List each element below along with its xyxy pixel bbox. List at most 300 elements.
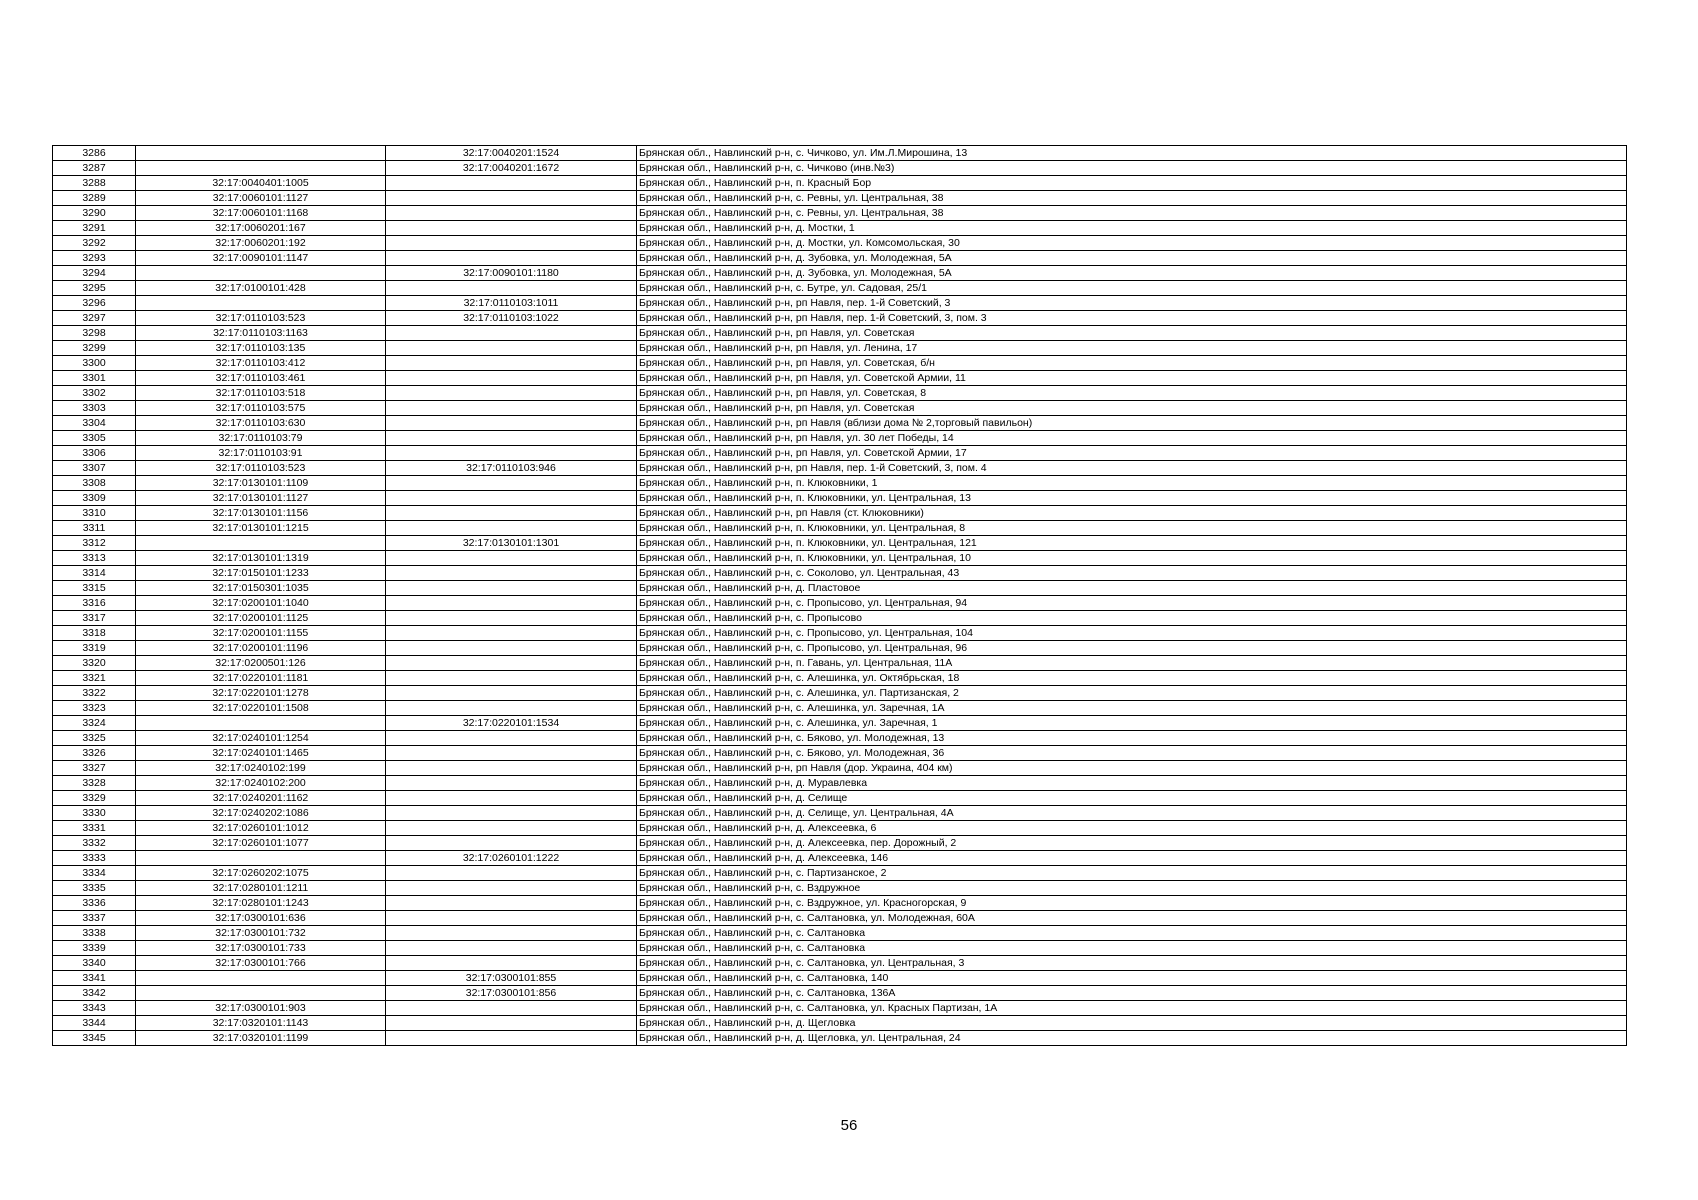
object-cadastral-number-cell [386,356,637,371]
table-row [53,191,1627,206]
cadastral-number-cell: 32:17:0110103:135 [136,341,386,356]
object-cadastral-number-cell [386,551,637,566]
row-number-cell: 3334 [53,866,136,881]
object-cadastral-number-cell [386,191,637,206]
row-number-cell: 3345 [53,1031,136,1046]
table-row [53,806,1627,821]
object-cadastral-number-cell [386,926,637,941]
cadastral-number-cell: 32:17:0320101:1143 [136,1016,386,1031]
row-number-cell: 3312 [53,536,136,551]
cadastral-number-cell: 32:17:0280101:1243 [136,896,386,911]
row-number-cell: 3286 [53,146,136,161]
table-row [53,656,1627,671]
object-cadastral-number-cell [386,596,637,611]
object-cadastral-number-cell [386,746,637,761]
table-row [53,221,1627,236]
address-cell: Брянская обл., Навлинский р-н, д. Алексеевка, 6 [637,821,1627,836]
address-cell: Брянская обл., Навлинский р-н, с. Салтановка [637,941,1627,956]
table-row [53,521,1627,536]
cadastral-number-cell: 32:17:0300101:766 [136,956,386,971]
table-row [53,266,1627,281]
table-row [53,491,1627,506]
object-cadastral-number-cell [386,236,637,251]
cadastral-number-cell: 32:17:0110103:523 [136,461,386,476]
object-cadastral-number-cell: 32:17:0040201:1524 [386,146,637,161]
address-cell: Брянская обл., Навлинский р-н, с. Чичково, ул. Им.Л.Мирошина, 13 [637,146,1627,161]
object-cadastral-number-cell [386,431,637,446]
table-row [53,416,1627,431]
row-number-cell: 3341 [53,971,136,986]
object-cadastral-number-cell [386,881,637,896]
object-cadastral-number-cell [386,221,637,236]
address-cell: Брянская обл., Навлинский р-н, с. Пропысово, ул. Центральная, 104 [637,626,1627,641]
cadastral-number-cell: 32:17:0300101:732 [136,926,386,941]
object-cadastral-number-cell [386,581,637,596]
cadastral-number-cell: 32:17:0060201:167 [136,221,386,236]
object-cadastral-number-cell: 32:17:0300101:855 [386,971,637,986]
row-number-cell: 3307 [53,461,136,476]
object-cadastral-number-cell [386,401,637,416]
table-row [53,566,1627,581]
address-cell: Брянская обл., Навлинский р-н, с. Бутре, ул. Садовая, 25/1 [637,281,1627,296]
object-cadastral-number-cell [386,281,637,296]
row-number-cell: 3308 [53,476,136,491]
table-row [53,611,1627,626]
table-row [53,236,1627,251]
address-cell: Брянская обл., Навлинский р-н, д. Щегловка [637,1016,1627,1031]
table-row [53,476,1627,491]
cadastral-number-cell: 32:17:0110103:79 [136,431,386,446]
table-row [53,956,1627,971]
cadastral-number-cell: 32:17:0220101:1508 [136,701,386,716]
address-cell: Брянская обл., Навлинский р-н, с. Чичково (инв.№3) [637,161,1627,176]
table-row [53,731,1627,746]
address-cell: Брянская обл., Навлинский р-н, рп Навля, пер. 1-й Советский, 3, пом. 3 [637,311,1627,326]
address-cell: Брянская обл., Навлинский р-н, рп Навля, пер. 1-й Советский, 3, пом. 4 [637,461,1627,476]
address-cell: Брянская обл., Навлинский р-н, д. Селище [637,791,1627,806]
table-row [53,791,1627,806]
cadastral-number-cell: 32:17:0220101:1181 [136,671,386,686]
object-cadastral-number-cell: 32:17:0090101:1180 [386,266,637,281]
row-number-cell: 3306 [53,446,136,461]
row-number-cell: 3298 [53,326,136,341]
address-cell: Брянская обл., Навлинский р-н, рп Навля (дор. Украина, 404 км) [637,761,1627,776]
cadastral-number-cell: 32:17:0240102:199 [136,761,386,776]
row-number-cell: 3326 [53,746,136,761]
row-number-cell: 3318 [53,626,136,641]
cadastral-number-cell: 32:17:0060201:192 [136,236,386,251]
object-cadastral-number-cell: 32:17:0130101:1301 [386,536,637,551]
address-cell: Брянская обл., Навлинский р-н, с. Салтановка, 136А [637,986,1627,1001]
cadastral-number-cell [136,536,386,551]
row-number-cell: 3333 [53,851,136,866]
address-cell: Брянская обл., Навлинский р-н, д. Мостки, 1 [637,221,1627,236]
row-number-cell: 3344 [53,1016,136,1031]
row-number-cell: 3293 [53,251,136,266]
cadastral-number-cell: 32:17:0240201:1162 [136,791,386,806]
address-cell: Брянская обл., Навлинский р-н, д. Селище, ул. Центральная, 4А [637,806,1627,821]
address-cell: Брянская обл., Навлинский р-н, д. Зубовка, ул. Молодежная, 5А [637,251,1627,266]
table-row [53,776,1627,791]
address-cell: Брянская обл., Навлинский р-н, с. Ревны, ул. Центральная, 38 [637,191,1627,206]
address-cell: Брянская обл., Навлинский р-н, с. Ревны, ул. Центральная, 38 [637,206,1627,221]
table-row [53,581,1627,596]
object-cadastral-number-cell [386,341,637,356]
cadastral-number-cell: 32:17:0300101:636 [136,911,386,926]
object-cadastral-number-cell [386,911,637,926]
table-row [53,941,1627,956]
object-cadastral-number-cell [386,656,637,671]
address-cell: Брянская обл., Навлинский р-н, п. Клюковники, ул. Центральная, 8 [637,521,1627,536]
row-number-cell: 3289 [53,191,136,206]
object-cadastral-number-cell [386,866,637,881]
table-row [53,206,1627,221]
registry-table-body [53,146,1627,1046]
cadastral-number-cell: 32:17:0130101:1215 [136,521,386,536]
table-row [53,176,1627,191]
address-cell: Брянская обл., Навлинский р-н, д. Щегловка, ул. Центральная, 24 [637,1031,1627,1046]
address-cell: Брянская обл., Навлинский р-н, с. Салтановка [637,926,1627,941]
cadastral-number-cell: 32:17:0260202:1075 [136,866,386,881]
row-number-cell: 3292 [53,236,136,251]
row-number-cell: 3315 [53,581,136,596]
table-row [53,536,1627,551]
property-registry-table [52,145,1627,1046]
address-cell: Брянская обл., Навлинский р-н, рп Навля, пер. 1-й Советский, 3 [637,296,1627,311]
address-cell: Брянская обл., Навлинский р-н, рп Навля (вблизи дома № 2,торговый павильон) [637,416,1627,431]
address-cell: Брянская обл., Навлинский р-н, рп Навля, ул. 30 лет Победы, 14 [637,431,1627,446]
object-cadastral-number-cell [386,446,637,461]
address-cell: Брянская обл., Навлинский р-н, с. Вздружное, ул. Красногорская, 9 [637,896,1627,911]
row-number-cell: 3325 [53,731,136,746]
cadastral-number-cell [136,161,386,176]
cadastral-number-cell: 32:17:0130101:1109 [136,476,386,491]
row-number-cell: 3296 [53,296,136,311]
row-number-cell: 3301 [53,371,136,386]
row-number-cell: 3297 [53,311,136,326]
address-cell: Брянская обл., Навлинский р-н, д. Алексеевка, 146 [637,851,1627,866]
row-number-cell: 3295 [53,281,136,296]
row-number-cell: 3340 [53,956,136,971]
address-cell: Брянская обл., Навлинский р-н, п. Клюковники, 1 [637,476,1627,491]
row-number-cell: 3294 [53,266,136,281]
cadastral-number-cell: 32:17:0240202:1086 [136,806,386,821]
object-cadastral-number-cell [386,671,637,686]
object-cadastral-number-cell [386,836,637,851]
object-cadastral-number-cell [386,611,637,626]
cadastral-number-cell: 32:17:0150301:1035 [136,581,386,596]
table-row [53,911,1627,926]
row-number-cell: 3339 [53,941,136,956]
address-cell: Брянская обл., Навлинский р-н, с. Алешинка, ул. Заречная, 1А [637,701,1627,716]
row-number-cell: 3322 [53,686,136,701]
row-number-cell: 3332 [53,836,136,851]
cadastral-number-cell [136,971,386,986]
object-cadastral-number-cell [386,941,637,956]
object-cadastral-number-cell [386,896,637,911]
row-number-cell: 3328 [53,776,136,791]
address-cell: Брянская обл., Навлинский р-н, д. Пластовое [637,581,1627,596]
cadastral-number-cell: 32:17:0200101:1125 [136,611,386,626]
address-cell: Брянская обл., Навлинский р-н, с. Пропысово, ул. Центральная, 94 [637,596,1627,611]
table-row [53,1001,1627,1016]
object-cadastral-number-cell [386,371,637,386]
object-cadastral-number-cell [386,626,637,641]
row-number-cell: 3320 [53,656,136,671]
table-row [53,686,1627,701]
object-cadastral-number-cell [386,776,637,791]
table-row [53,506,1627,521]
address-cell: Брянская обл., Навлинский р-н, с. Алешинка, ул. Заречная, 1 [637,716,1627,731]
cadastral-number-cell: 32:17:0040401:1005 [136,176,386,191]
object-cadastral-number-cell [386,326,637,341]
object-cadastral-number-cell [386,761,637,776]
table-row [53,986,1627,1001]
object-cadastral-number-cell [386,491,637,506]
table-row [53,881,1627,896]
row-number-cell: 3342 [53,986,136,1001]
object-cadastral-number-cell: 32:17:0300101:856 [386,986,637,1001]
cadastral-number-cell: 32:17:0110103:91 [136,446,386,461]
table-row [53,311,1627,326]
cadastral-number-cell: 32:17:0300101:903 [136,1001,386,1016]
cadastral-number-cell [136,266,386,281]
address-cell: Брянская обл., Навлинский р-н, с. Алешинка, ул. Октябрьская, 18 [637,671,1627,686]
address-cell: Брянская обл., Навлинский р-н, рп Навля, ул. Советской Армии, 11 [637,371,1627,386]
row-number-cell: 3309 [53,491,136,506]
row-number-cell: 3343 [53,1001,136,1016]
row-number-cell: 3323 [53,701,136,716]
row-number-cell: 3305 [53,431,136,446]
row-number-cell: 3291 [53,221,136,236]
cadastral-number-cell: 32:17:0060101:1168 [136,206,386,221]
table-row [53,701,1627,716]
address-cell: Брянская обл., Навлинский р-н, д. Муравлевка [637,776,1627,791]
cadastral-number-cell: 32:17:0090101:1147 [136,251,386,266]
object-cadastral-number-cell [386,791,637,806]
address-cell: Брянская обл., Навлинский р-н, с. Салтановка, ул. Молодежная, 60А [637,911,1627,926]
table-row [53,356,1627,371]
row-number-cell: 3321 [53,671,136,686]
cadastral-number-cell: 32:17:0200101:1155 [136,626,386,641]
cadastral-number-cell: 32:17:0220101:1278 [136,686,386,701]
table-row [53,431,1627,446]
cadastral-number-cell: 32:17:0110103:630 [136,416,386,431]
object-cadastral-number-cell: 32:17:0220101:1534 [386,716,637,731]
cadastral-number-cell [136,986,386,1001]
object-cadastral-number-cell [386,566,637,581]
table-row [53,551,1627,566]
table-row [53,851,1627,866]
object-cadastral-number-cell [386,476,637,491]
table-row [53,761,1627,776]
cadastral-number-cell: 32:17:0110103:575 [136,401,386,416]
cadastral-number-cell: 32:17:0200101:1040 [136,596,386,611]
address-cell: Брянская обл., Навлинский р-н, с. Бяково, ул. Молодежная, 36 [637,746,1627,761]
cadastral-number-cell: 32:17:0130101:1319 [136,551,386,566]
address-cell: Брянская обл., Навлинский р-н, п. Клюковники, ул. Центральная, 10 [637,551,1627,566]
cadastral-number-cell [136,296,386,311]
object-cadastral-number-cell [386,1016,637,1031]
address-cell: Брянская обл., Навлинский р-н, с. Партизанское, 2 [637,866,1627,881]
row-number-cell: 3290 [53,206,136,221]
address-cell: Брянская обл., Навлинский р-н, рп Навля, ул. Ленина, 17 [637,341,1627,356]
address-cell: Брянская обл., Навлинский р-н, с. Алешинка, ул. Партизанская, 2 [637,686,1627,701]
row-number-cell: 3303 [53,401,136,416]
object-cadastral-number-cell [386,251,637,266]
object-cadastral-number-cell [386,821,637,836]
cadastral-number-cell: 32:17:0110103:523 [136,311,386,326]
table-row [53,926,1627,941]
cadastral-number-cell: 32:17:0280101:1211 [136,881,386,896]
object-cadastral-number-cell: 32:17:0040201:1672 [386,161,637,176]
cadastral-number-cell: 32:17:0150101:1233 [136,566,386,581]
row-number-cell: 3319 [53,641,136,656]
object-cadastral-number-cell [386,176,637,191]
object-cadastral-number-cell: 32:17:0110103:946 [386,461,637,476]
row-number-cell: 3324 [53,716,136,731]
object-cadastral-number-cell [386,206,637,221]
cadastral-number-cell: 32:17:0110103:518 [136,386,386,401]
address-cell: Брянская обл., Навлинский р-н, рп Навля, ул. Советская [637,326,1627,341]
address-cell: Брянская обл., Навлинский р-н, с. Салтановка, ул. Центральная, 3 [637,956,1627,971]
cadastral-number-cell [136,716,386,731]
cadastral-number-cell [136,146,386,161]
object-cadastral-number-cell: 32:17:0110103:1022 [386,311,637,326]
object-cadastral-number-cell [386,956,637,971]
object-cadastral-number-cell [386,686,637,701]
cadastral-number-cell: 32:17:0100101:428 [136,281,386,296]
object-cadastral-number-cell [386,731,637,746]
object-cadastral-number-cell [386,1001,637,1016]
cadastral-number-cell: 32:17:0240102:200 [136,776,386,791]
row-number-cell: 3313 [53,551,136,566]
row-number-cell: 3335 [53,881,136,896]
address-cell: Брянская обл., Навлинский р-н, рп Навля, ул. Советская, 8 [637,386,1627,401]
address-cell: Брянская обл., Навлинский р-н, с. Салтановка, 140 [637,971,1627,986]
table-row [53,596,1627,611]
object-cadastral-number-cell: 32:17:0260101:1222 [386,851,637,866]
address-cell: Брянская обл., Навлинский р-н, с. Вздружное [637,881,1627,896]
object-cadastral-number-cell [386,521,637,536]
address-cell: Брянская обл., Навлинский р-н, п. Клюковники, ул. Центральная, 121 [637,536,1627,551]
cadastral-number-cell: 32:17:0060101:1127 [136,191,386,206]
table-row [53,461,1627,476]
row-number-cell: 3337 [53,911,136,926]
row-number-cell: 3304 [53,416,136,431]
cadastral-number-cell: 32:17:0300101:733 [136,941,386,956]
table-row [53,281,1627,296]
row-number-cell: 3300 [53,356,136,371]
cadastral-number-cell: 32:17:0200501:126 [136,656,386,671]
row-number-cell: 3287 [53,161,136,176]
table-row [53,836,1627,851]
table-row [53,251,1627,266]
object-cadastral-number-cell [386,806,637,821]
cadastral-number-cell: 32:17:0240101:1465 [136,746,386,761]
address-cell: Брянская обл., Навлинский р-н, с. Бяково, ул. Молодежная, 13 [637,731,1627,746]
table-row [53,671,1627,686]
address-cell: Брянская обл., Навлинский р-н, с. Салтановка, ул. Красных Партизан, 1А [637,1001,1627,1016]
cadastral-number-cell: 32:17:0130101:1156 [136,506,386,521]
table-row [53,746,1627,761]
cadastral-number-cell: 32:17:0200101:1196 [136,641,386,656]
cadastral-number-cell [136,851,386,866]
address-cell: Брянская обл., Навлинский р-н, рп Навля, ул. Советской Армии, 17 [637,446,1627,461]
table-row [53,1031,1627,1046]
table-row [53,146,1627,161]
address-cell: Брянская обл., Навлинский р-н, рп Навля (ст. Клюковники) [637,506,1627,521]
object-cadastral-number-cell [386,701,637,716]
cadastral-number-cell: 32:17:0110103:1163 [136,326,386,341]
table-row [53,1016,1627,1031]
row-number-cell: 3331 [53,821,136,836]
address-cell: Брянская обл., Навлинский р-н, с. Пропысово, ул. Центральная, 96 [637,641,1627,656]
row-number-cell: 3338 [53,926,136,941]
object-cadastral-number-cell [386,416,637,431]
row-number-cell: 3330 [53,806,136,821]
object-cadastral-number-cell [386,1031,637,1046]
object-cadastral-number-cell: 32:17:0110103:1011 [386,296,637,311]
row-number-cell: 3336 [53,896,136,911]
address-cell: Брянская обл., Навлинский р-н, с. Пропысово [637,611,1627,626]
table-row [53,446,1627,461]
table-row [53,866,1627,881]
table-row [53,971,1627,986]
cadastral-number-cell: 32:17:0110103:461 [136,371,386,386]
table-row [53,296,1627,311]
address-cell: Брянская обл., Навлинский р-н, д. Мостки, ул. Комсомольская, 30 [637,236,1627,251]
row-number-cell: 3314 [53,566,136,581]
table-row [53,716,1627,731]
row-number-cell: 3310 [53,506,136,521]
address-cell: Брянская обл., Навлинский р-н, рп Навля, ул. Советская [637,401,1627,416]
object-cadastral-number-cell [386,641,637,656]
row-number-cell: 3316 [53,596,136,611]
table-row [53,161,1627,176]
address-cell: Брянская обл., Навлинский р-н, с. Соколово, ул. Центральная, 43 [637,566,1627,581]
address-cell: Брянская обл., Навлинский р-н, д. Алексеевка, пер. Дорожный, 2 [637,836,1627,851]
row-number-cell: 3299 [53,341,136,356]
cadastral-number-cell: 32:17:0320101:1199 [136,1031,386,1046]
address-cell: Брянская обл., Навлинский р-н, п. Гавань, ул. Центральная, 11А [637,656,1627,671]
table-row [53,371,1627,386]
address-cell: Брянская обл., Навлинский р-н, п. Красный Бор [637,176,1627,191]
row-number-cell: 3317 [53,611,136,626]
object-cadastral-number-cell [386,386,637,401]
page-number: 56 [840,1117,858,1134]
cadastral-number-cell: 32:17:0130101:1127 [136,491,386,506]
cadastral-number-cell: 32:17:0240101:1254 [136,731,386,746]
row-number-cell: 3302 [53,386,136,401]
table-row [53,626,1627,641]
cadastral-number-cell: 32:17:0260101:1012 [136,821,386,836]
row-number-cell: 3311 [53,521,136,536]
cadastral-number-cell: 32:17:0110103:412 [136,356,386,371]
address-cell: Брянская обл., Навлинский р-н, д. Зубовка, ул. Молодежная, 5А [637,266,1627,281]
cadastral-number-cell: 32:17:0260101:1077 [136,836,386,851]
object-cadastral-number-cell [386,506,637,521]
table-row [53,821,1627,836]
table-row [53,401,1627,416]
table-row [53,896,1627,911]
address-cell: Брянская обл., Навлинский р-н, п. Клюковники, ул. Центральная, 13 [637,491,1627,506]
row-number-cell: 3327 [53,761,136,776]
table-row [53,326,1627,341]
row-number-cell: 3329 [53,791,136,806]
table-row [53,341,1627,356]
address-cell: Брянская обл., Навлинский р-н, рп Навля, ул. Советская, б/н [637,356,1627,371]
